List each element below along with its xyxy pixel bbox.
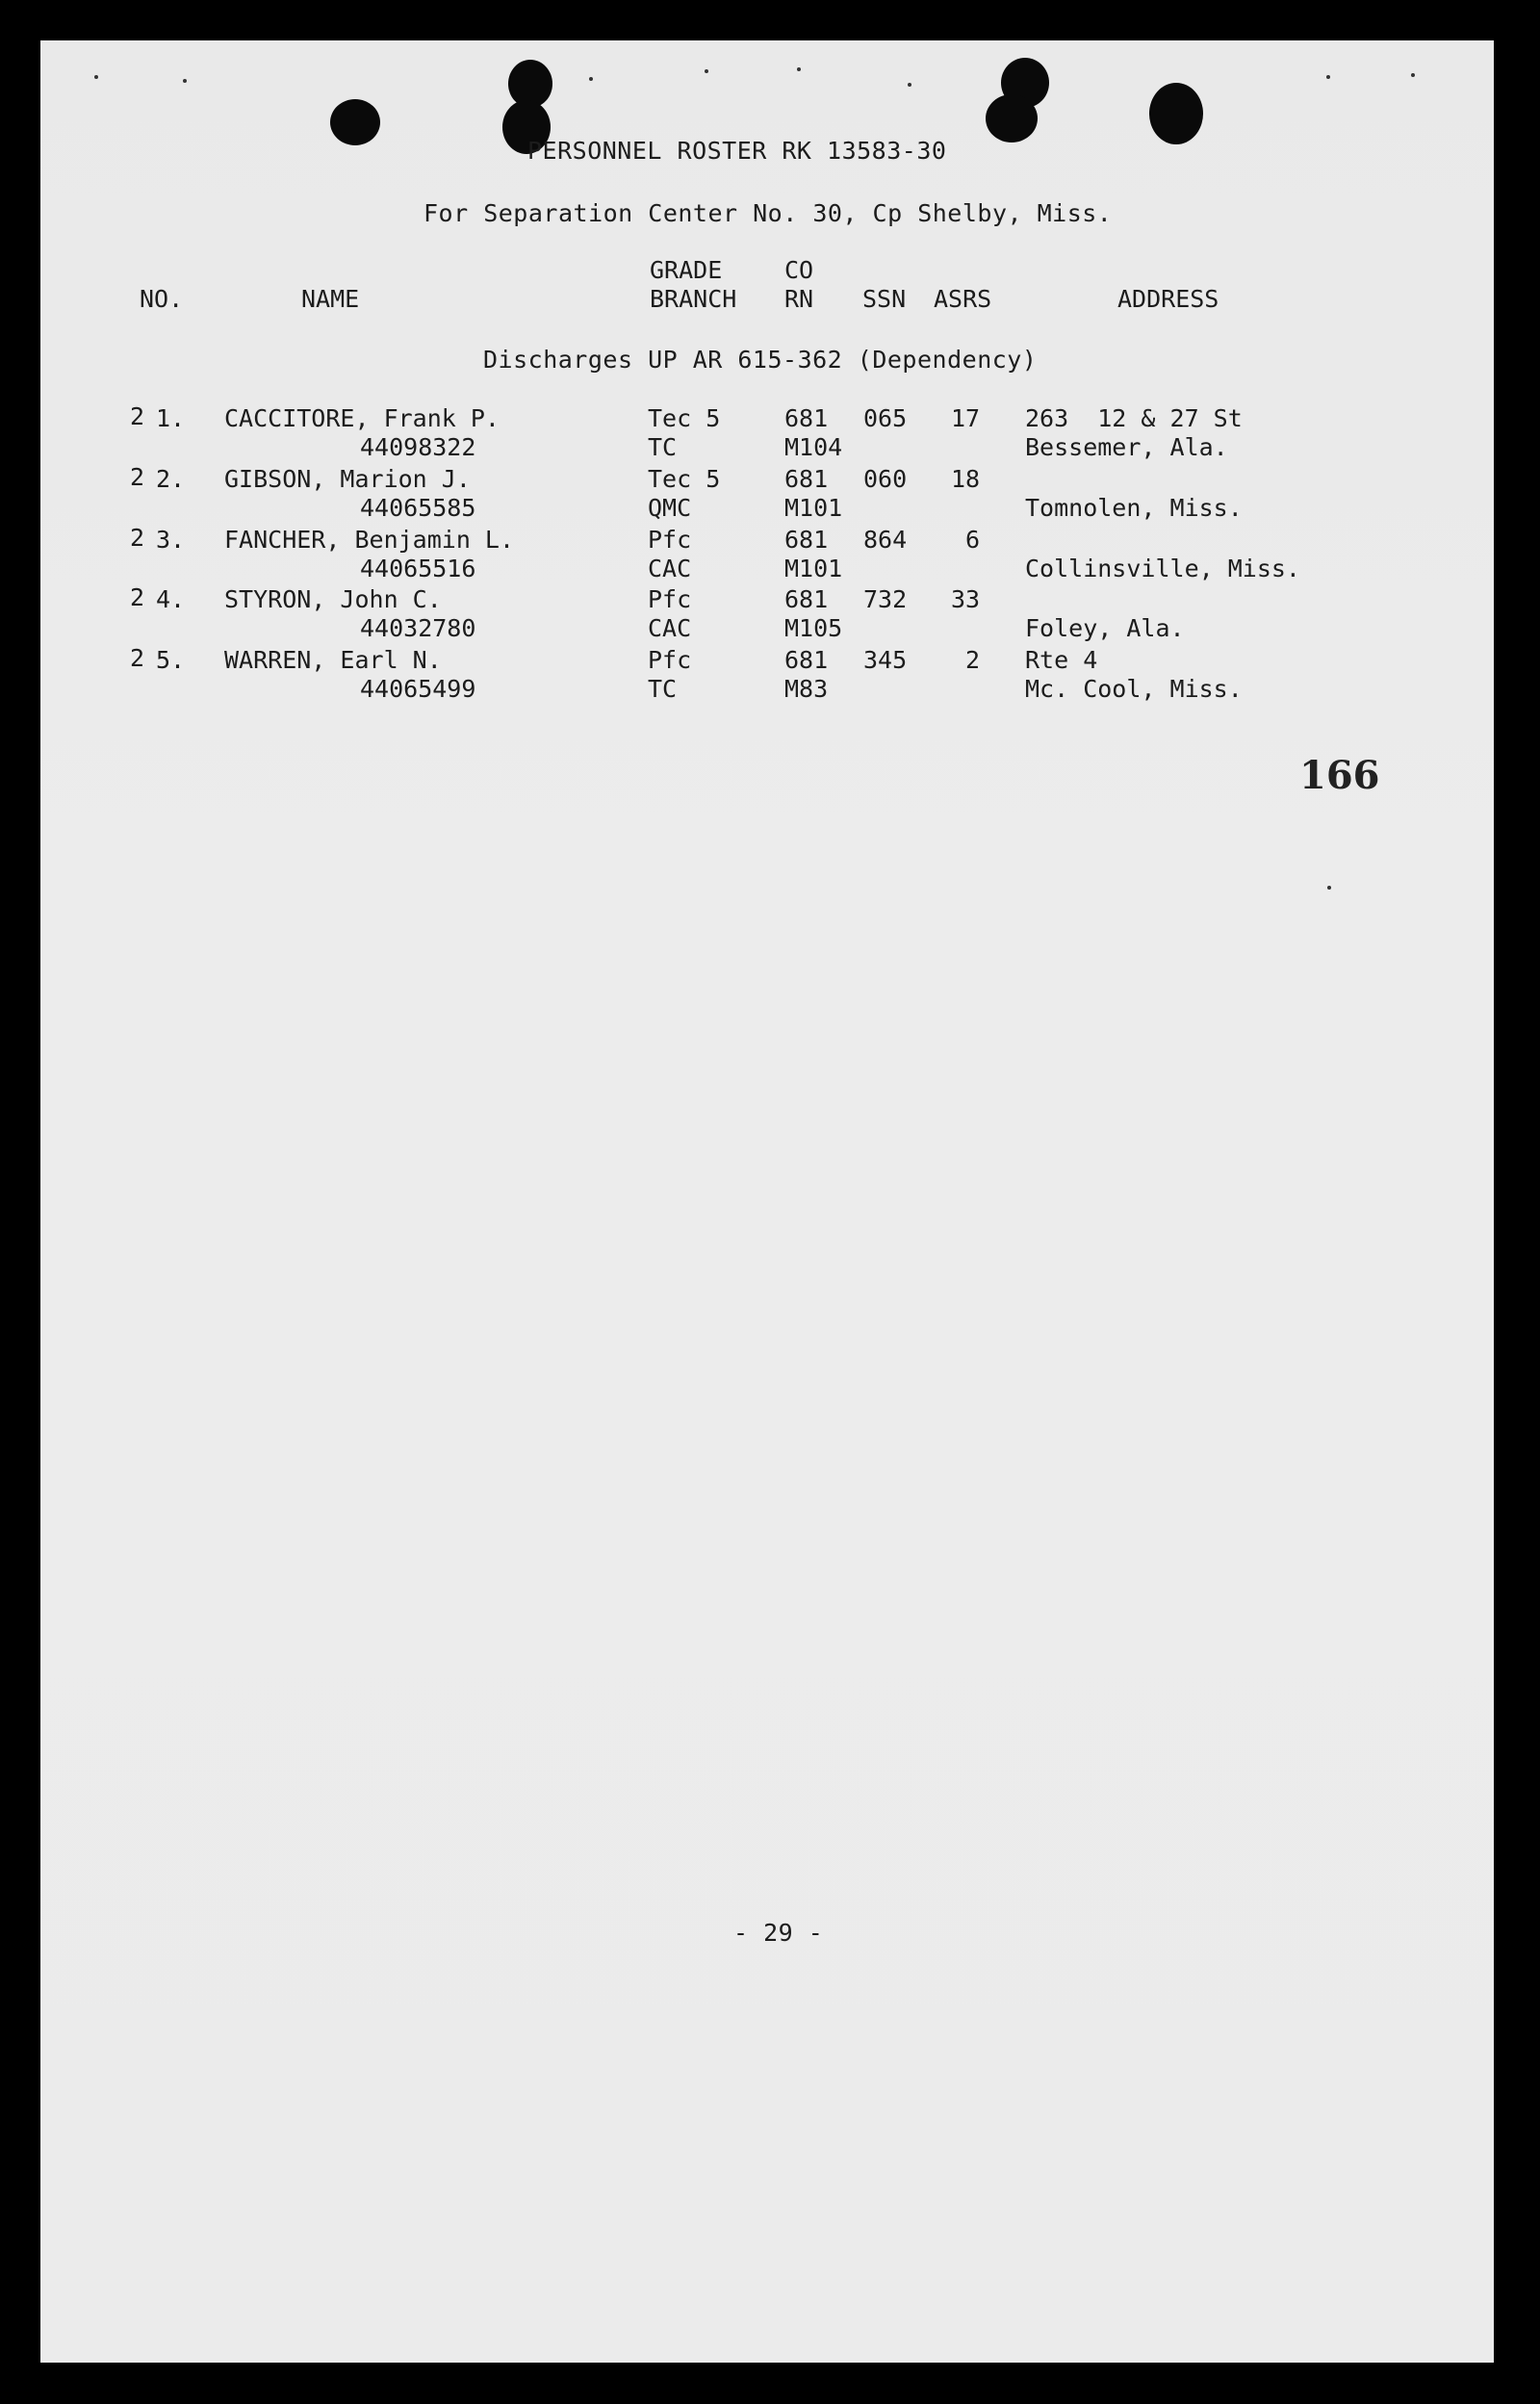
row-serial: 44065516 <box>360 555 476 582</box>
speck <box>797 67 801 71</box>
row-branch: CAC <box>648 555 692 582</box>
row-asrs: 33 <box>951 585 981 613</box>
row-rn: 681 <box>784 646 829 674</box>
row-address-line2: Tomnolen, Miss. <box>1025 494 1243 522</box>
speck <box>1326 75 1330 79</box>
row-branch: QMC <box>648 494 692 522</box>
row-co: M104 <box>784 433 843 461</box>
row-number: 4. <box>156 585 186 613</box>
row-asrs: 18 <box>951 465 981 493</box>
row-name: FANCHER, Benjamin L. <box>224 526 515 554</box>
row-serial: 44032780 <box>360 614 476 642</box>
row-ssn: 345 <box>863 646 908 674</box>
row-grade: Pfc <box>648 585 692 613</box>
row-rn: 681 <box>784 404 829 432</box>
row-number: 2. <box>156 465 186 493</box>
punch-hole-right <box>1149 83 1203 144</box>
col-header-address: ADDRESS <box>1117 285 1219 313</box>
row-name: CACCITORE, Frank P. <box>224 404 500 432</box>
row-rn: 681 <box>784 526 829 554</box>
speck <box>183 79 187 83</box>
section-heading: Discharges UP AR 615-362 (Dependency) <box>483 346 1038 374</box>
speck <box>94 75 98 79</box>
row-asrs: 17 <box>951 404 981 432</box>
col-header-no: NO. <box>140 285 184 313</box>
speck <box>1411 73 1415 77</box>
stamp-number: 166 <box>1299 753 1380 798</box>
row-ssn: 732 <box>863 585 908 613</box>
row-asrs: 6 <box>965 526 981 554</box>
row-address-line1: 263 12 & 27 St <box>1025 404 1243 432</box>
row-address-line2: Foley, Ala. <box>1025 614 1185 642</box>
row-serial: 44065499 <box>360 675 476 703</box>
document-page <box>40 40 1494 2363</box>
col-header-branch: BRANCH <box>650 285 737 313</box>
col-header-asrs: ASRS <box>934 285 992 313</box>
row-address-line2: Collinsville, Miss. <box>1025 555 1300 582</box>
speck <box>705 69 708 73</box>
row-address-line2: Mc. Cool, Miss. <box>1025 675 1243 703</box>
row-grade: Pfc <box>648 526 692 554</box>
row-name: WARREN, Earl N. <box>224 646 442 674</box>
row-serial: 44065585 <box>360 494 476 522</box>
row-mark: 2 <box>130 524 145 552</box>
col-header-name: NAME <box>301 285 360 313</box>
row-name: GIBSON, Marion J. <box>224 465 471 493</box>
row-mark: 2 <box>130 402 145 430</box>
page-number-footer: - 29 - <box>733 1919 824 1947</box>
row-address-line1: Rte 4 <box>1025 646 1098 674</box>
row-branch: CAC <box>648 614 692 642</box>
row-asrs: 2 <box>965 646 981 674</box>
row-number: 5. <box>156 646 186 674</box>
row-ssn: 060 <box>863 465 908 493</box>
row-ssn: 864 <box>863 526 908 554</box>
row-address-line2: Bessemer, Ala. <box>1025 433 1228 461</box>
speck <box>908 83 911 87</box>
row-ssn: 065 <box>863 404 908 432</box>
row-co: M83 <box>784 675 829 703</box>
row-branch: TC <box>648 675 678 703</box>
col-header-ssn: SSN <box>862 285 907 313</box>
row-name: STYRON, John C. <box>224 585 442 613</box>
row-rn: 681 <box>784 465 829 493</box>
row-number: 3. <box>156 526 186 554</box>
col-header-rn: RN <box>784 285 814 313</box>
speck <box>589 77 593 81</box>
row-serial: 44098322 <box>360 433 476 461</box>
row-branch: TC <box>648 433 678 461</box>
row-grade: Tec 5 <box>648 404 721 432</box>
row-rn: 681 <box>784 585 829 613</box>
speck <box>1327 886 1331 890</box>
col-header-grade: GRADE <box>650 256 723 284</box>
row-co: M101 <box>784 494 843 522</box>
roster-title: PERSONNEL ROSTER RK 13583-30 <box>527 137 947 165</box>
row-co: M101 <box>784 555 843 582</box>
row-number: 1. <box>156 404 186 432</box>
row-grade: Pfc <box>648 646 692 674</box>
row-mark: 2 <box>130 644 145 672</box>
row-mark: 2 <box>130 463 145 491</box>
punch-hole-binder-right-bottom <box>986 94 1038 142</box>
punch-hole-left <box>330 99 380 145</box>
row-co: M105 <box>784 614 843 642</box>
row-mark: 2 <box>130 583 145 611</box>
col-header-co: CO <box>784 256 814 284</box>
roster-subtitle: For Separation Center No. 30, Cp Shelby, Miss. <box>424 199 1113 227</box>
row-grade: Tec 5 <box>648 465 721 493</box>
